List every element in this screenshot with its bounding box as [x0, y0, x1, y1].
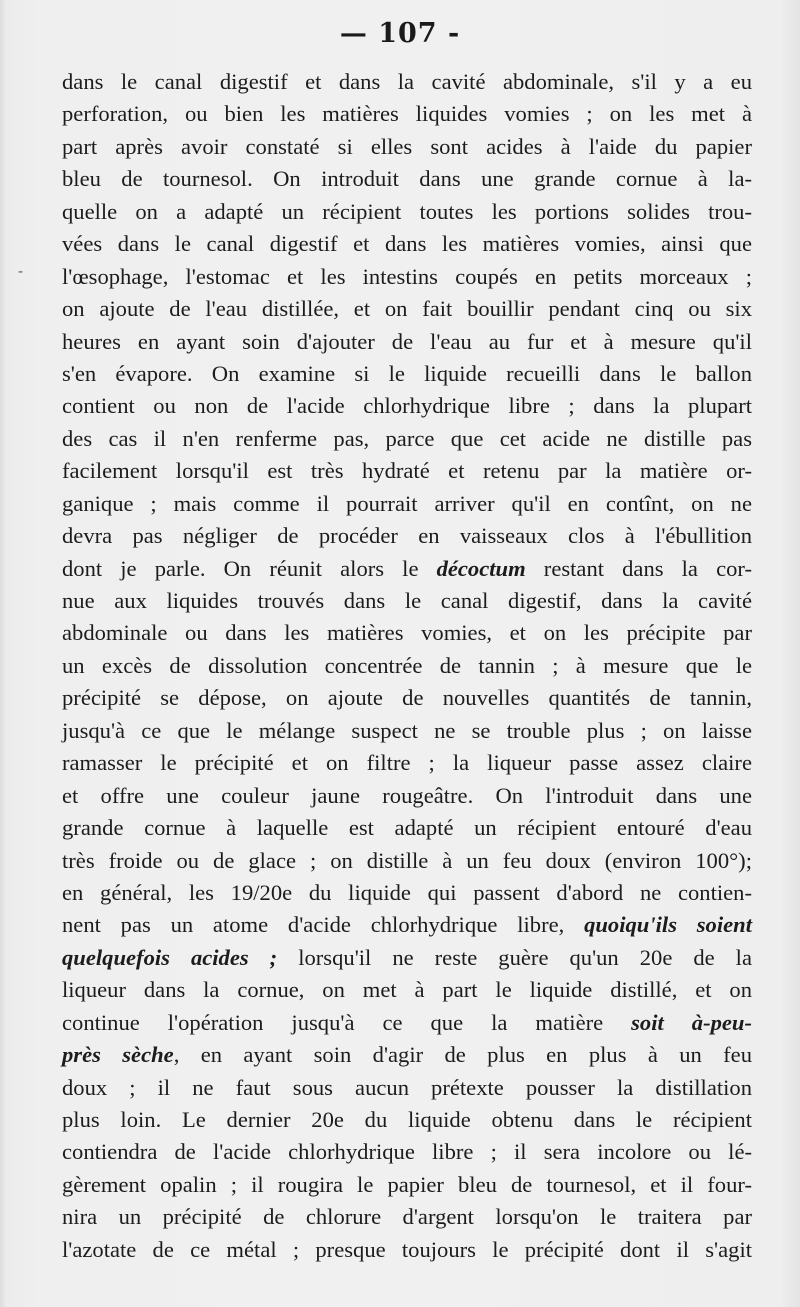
italic-text-segment: quoiqu'ils soient — [584, 912, 752, 938]
text-line — [62, 747, 752, 779]
text-line — [62, 812, 752, 844]
text-line — [62, 877, 752, 909]
text-line — [62, 423, 752, 455]
text-line — [62, 261, 752, 293]
text-segment: perforation, ou bien les matières liquides vomies ; on les met à — [62, 101, 752, 127]
text-line — [62, 715, 752, 747]
text-line — [62, 682, 752, 714]
text-segment: quelle on a adapté un récipient toutes les portions solides trou- — [62, 198, 752, 224]
text-segment: doux ; il ne faut sous aucun prétexte pousser la distillation — [62, 1074, 752, 1100]
text-segment: , en ayant soin d'agir de plus en plus à un feu — [173, 1042, 752, 1068]
text-segment: nira un précipité de chlorure d'argent lorsqu'on le traitera par — [62, 1204, 752, 1230]
text-line — [62, 845, 752, 877]
text-segment: abdominale ou dans les matières vomies, et on les précipite par — [62, 620, 752, 646]
text-segment: vées dans le canal digestif et dans les matières vomies, ainsi que — [62, 231, 752, 257]
text-line — [62, 650, 752, 682]
text-segment: et offre une couleur jaune rougeâtre. On l'introduit dans une — [62, 782, 752, 808]
text-line — [62, 1169, 752, 1201]
text-line — [62, 1007, 752, 1039]
text-line — [62, 228, 752, 260]
text-segment: on ajoute de l'eau distillée, et on fait bouillir pendant cinq ou six — [62, 296, 752, 322]
text-line — [62, 1234, 752, 1266]
text-line — [62, 293, 752, 325]
text-segment: continue l'opération jusqu'à ce que la matière — [62, 1009, 632, 1035]
text-line — [62, 974, 752, 1006]
text-segment: part après avoir constaté si elles sont acides à l'aide du papier — [62, 133, 752, 159]
text-segment: plus loin. Le dernier 20e du liquide obtenu dans le récipient — [62, 1107, 752, 1132]
margin-mark: - — [18, 264, 24, 280]
text-line — [62, 326, 752, 358]
text-line — [62, 553, 752, 585]
text-segment: des cas il n'en renferme pas, parce que cet acide ne distille pas — [62, 425, 752, 451]
text-line — [62, 1039, 752, 1071]
text-line — [62, 1072, 752, 1104]
text-segment: bleu de tournesol. On introduit dans une grande cornue à la- — [62, 166, 752, 192]
text-segment: l'œsophage, l'estomac et les intestins coupés en petits morceaux ; — [62, 263, 752, 289]
text-segment: nent pas un atome d'acide chlorhydrique libre, — [62, 912, 585, 938]
text-segment: nue aux liquides trouvés dans le canal digestif, dans la cavité — [62, 588, 752, 613]
text-line — [62, 98, 752, 130]
text-segment: heures en ayant soin d'ajouter de l'eau au fur et à mesure qu'il — [62, 328, 752, 354]
text-segment: contiendra de l'acide chlorhydrique libre ; il sera incolore ou lé- — [62, 1139, 752, 1165]
text-line — [62, 520, 752, 552]
text-segment: lorsqu'il ne reste guère qu'un 20e de la — [277, 944, 752, 970]
italic-text-segment: décoctum — [436, 555, 526, 581]
text-segment: en général, les 19/20e du liquide qui passent d'abord ne contien- — [62, 879, 752, 905]
text-line — [62, 455, 752, 487]
text-line — [62, 617, 752, 649]
text-line — [62, 942, 752, 974]
text-segment: restant dans la cor- — [525, 555, 752, 581]
text-segment: ganique ; mais comme il pourrait arriver qu'il en contînt, on ne — [62, 490, 752, 516]
text-line — [62, 1136, 752, 1168]
text-segment: précipité se dépose, on ajoute de nouvelles quantités de tannin, — [62, 685, 752, 711]
text-line — [62, 909, 752, 941]
text-segment: un excès de dissolution concentrée de tannin ; à mesure que le — [62, 652, 752, 678]
text-line — [62, 488, 752, 520]
text-segment: facilement lorsqu'il est très hydraté et retenu par la matière or- — [62, 458, 752, 484]
text-segment: dans le canal digestif et dans la cavité abdominale, s'il y a eu — [62, 69, 752, 94]
text-line — [62, 780, 752, 812]
text-line — [62, 131, 752, 163]
text-line — [62, 163, 752, 195]
text-line — [62, 1104, 752, 1136]
text-line — [62, 585, 752, 617]
text-segment: gèrement opalin ; il rougira le papier bleu de tournesol, et il four- — [62, 1171, 752, 1197]
text-segment: l'azotate de ce métal ; presque toujours le précipité dont il s'agit — [62, 1236, 752, 1262]
text-segment: très froide ou de glace ; on distille à un feu doux (environ 100°); — [62, 847, 752, 873]
text-segment: devra pas négliger de procéder en vaisseaux clos à l'ébullition — [62, 523, 752, 549]
text-line — [62, 1201, 752, 1233]
text-segment: liqueur dans la cornue, on met à part le liquide distillé, et on — [62, 977, 752, 1003]
text-segment: grande cornue à laquelle est adapté un récipient entouré d'eau — [62, 815, 752, 841]
body-text — [62, 66, 752, 1266]
text-line — [62, 390, 752, 422]
text-segment: jusqu'à ce que le mélange suspect ne se trouble plus ; on laisse — [62, 717, 752, 743]
italic-text-segment: soit à-peu- — [631, 1009, 753, 1035]
text-segment: dont je parle. On réunit alors le — [62, 555, 437, 581]
text-line — [62, 66, 752, 98]
italic-text-segment: près sèche — [62, 1042, 174, 1068]
text-line — [62, 196, 752, 228]
text-segment: s'en évapore. On examine si le liquide recueilli dans le ballon — [62, 360, 752, 386]
text-segment: ramasser le précipité et on filtre ; la liqueur passe assez claire — [62, 750, 752, 776]
text-line — [62, 358, 752, 390]
page-number-header: — 107 - — [339, 18, 461, 49]
text-segment: contient ou non de l'acide chlorhydrique libre ; dans la plupart — [62, 393, 752, 419]
italic-text-segment: quelquefois acides ; — [62, 944, 278, 970]
